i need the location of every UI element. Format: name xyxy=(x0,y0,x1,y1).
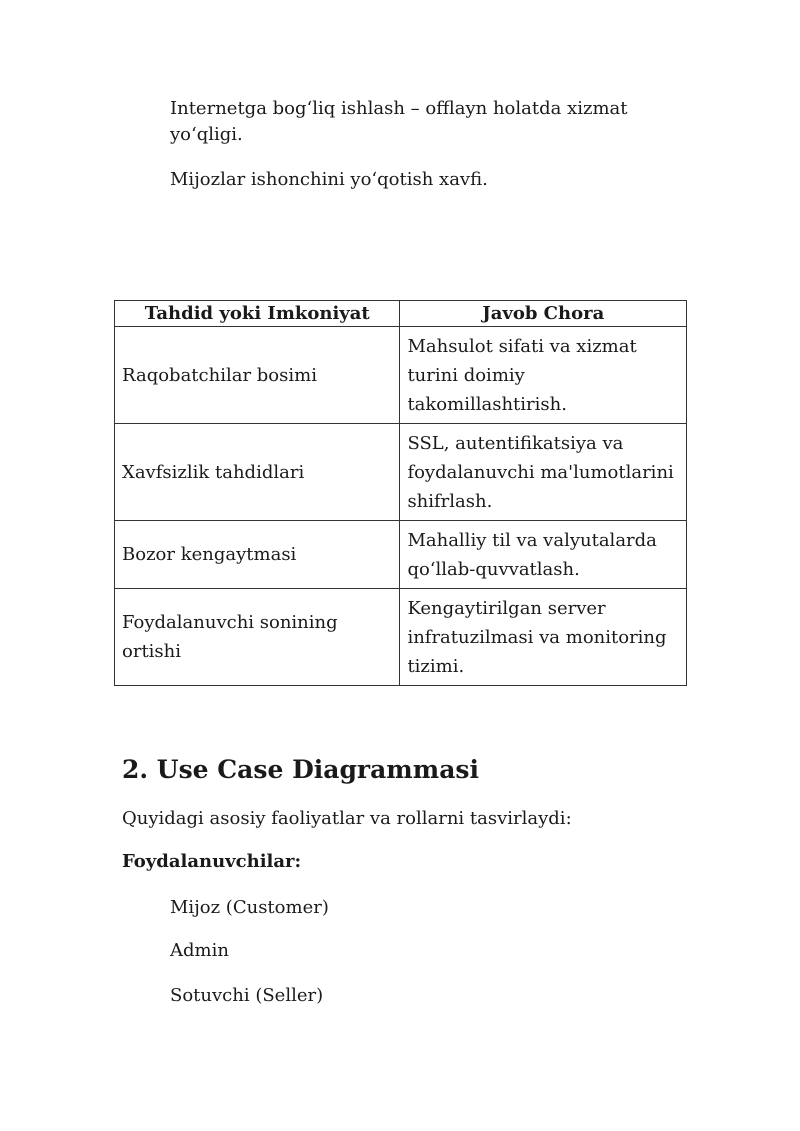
column-header-threat: Tahdid yoki Imkoniyat xyxy=(115,301,400,327)
table-cell-response: Kengaytirilgan server infratuzilmasi va monitoring tizimi. xyxy=(400,589,687,686)
threat-response-table xyxy=(114,300,687,686)
table-cell-threat: Xavfsizlik tahdidlari xyxy=(115,424,400,521)
table-cell-response: Mahsulot sifati va xizmat turini doimiy takomillashtirish. xyxy=(400,327,687,424)
section-heading: 2. Use Case Diagrammasi xyxy=(122,755,479,784)
table-row xyxy=(115,521,687,589)
users-heading: Foydalanuvchilar: xyxy=(122,851,302,872)
paragraph-trust-risk: Mijozlar ishonchini yo‘qotish xavfi. xyxy=(170,169,488,190)
table-cell-response: Mahalliy til va valyutalarda qo‘llab-quvvatlash. xyxy=(400,521,687,589)
table-cell-response: SSL, autentifikatsiya va foydalanuvchi ma'lumotlarini shifrlash. xyxy=(400,424,687,521)
table-cell-threat: Raqobatchilar bosimi xyxy=(115,327,400,424)
table-row xyxy=(115,327,687,424)
list-item-admin: Admin xyxy=(170,940,229,961)
paragraph-offline-risk: Internetga bog‘liq ishlash – offlayn holatda xizmat yo‘qligi. xyxy=(170,98,628,145)
table-row xyxy=(115,589,687,686)
table-cell-threat: Bozor kengaytmasi xyxy=(115,521,400,589)
table-cell-threat: Foydalanuvchi sonining ortishi xyxy=(115,589,400,686)
table-header-row xyxy=(115,301,687,327)
table-row xyxy=(115,424,687,521)
list-item-seller: Sotuvchi (Seller) xyxy=(170,985,324,1006)
list-item-customer: Mijoz (Customer) xyxy=(170,897,329,918)
column-header-response: Javob Chora xyxy=(400,301,687,327)
section-intro: Quyidagi asosiy faoliyatlar va rollarni tasvirlaydi: xyxy=(122,808,572,829)
